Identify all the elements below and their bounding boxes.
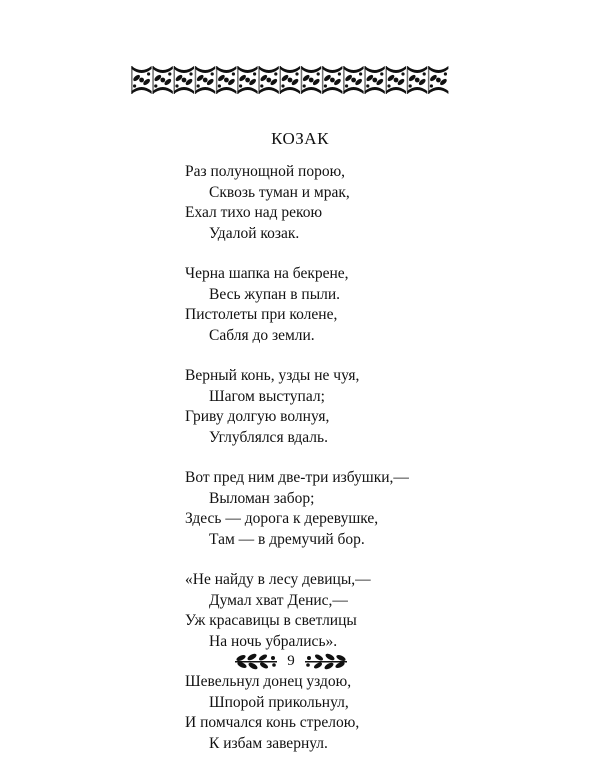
- poem-line: Весь жупан в пыли.: [209, 285, 341, 303]
- leaf-sprig-icon: [303, 651, 349, 671]
- stanza-4: [185, 468, 445, 550]
- poem-line: К избам завернул.: [209, 734, 328, 752]
- page-footer: [0, 648, 600, 674]
- poem-line: На ночь убрались».: [209, 632, 338, 650]
- poem-line: Выломан забор;: [209, 489, 315, 507]
- poem-line: Черна шапка на бекрене,: [185, 265, 349, 282]
- poem-line: Пистолеты при колене,: [185, 306, 338, 323]
- stanza-1: [185, 162, 445, 244]
- poem-line: Ехал тихо над рекою: [185, 204, 323, 221]
- leaf-sprig-icon: [233, 651, 279, 671]
- poem-line: Там — в дремучий бор.: [209, 530, 365, 548]
- stanza-3: [185, 366, 445, 448]
- poem-line: Здесь — дорога к деревушке,: [185, 510, 379, 527]
- poem-line: Сквозь туман и мрак,: [209, 183, 350, 201]
- poem-line: Уж красавицы в светлицы: [185, 612, 357, 629]
- poem-line: «Не найду в лесу девицы,—: [185, 571, 371, 588]
- poem-title: КОЗАК: [271, 129, 329, 148]
- poem-line: Верный конь, узды не чуя,: [185, 367, 360, 384]
- poem-line: Шпорой прикольнул,: [209, 693, 349, 711]
- stanza-5: [185, 570, 445, 652]
- poem-line: Шевельнул донец уздою,: [185, 673, 352, 690]
- poem-line: Шагом выступал;: [209, 387, 325, 405]
- poem-line: Гриву долгую волнуя,: [185, 408, 330, 425]
- poem-line: Удалой козак.: [209, 224, 300, 242]
- poem-line: Раз полунощной порою,: [185, 163, 346, 180]
- floral-border-icon: [131, 62, 449, 98]
- poem-body: [185, 162, 445, 774]
- poem-line: Думал хват Денис,—: [209, 591, 348, 609]
- poem-line: Вот пред ним две-три избушки,—: [185, 469, 409, 486]
- poem-line: Углублялся вдаль.: [209, 428, 328, 446]
- poem-line: Сабля до земли.: [209, 326, 315, 344]
- page-number: 9: [287, 653, 295, 669]
- stanza-2: [185, 264, 445, 346]
- poem-line: И помчался конь стрелою,: [185, 714, 360, 731]
- stanza-6: [185, 672, 445, 754]
